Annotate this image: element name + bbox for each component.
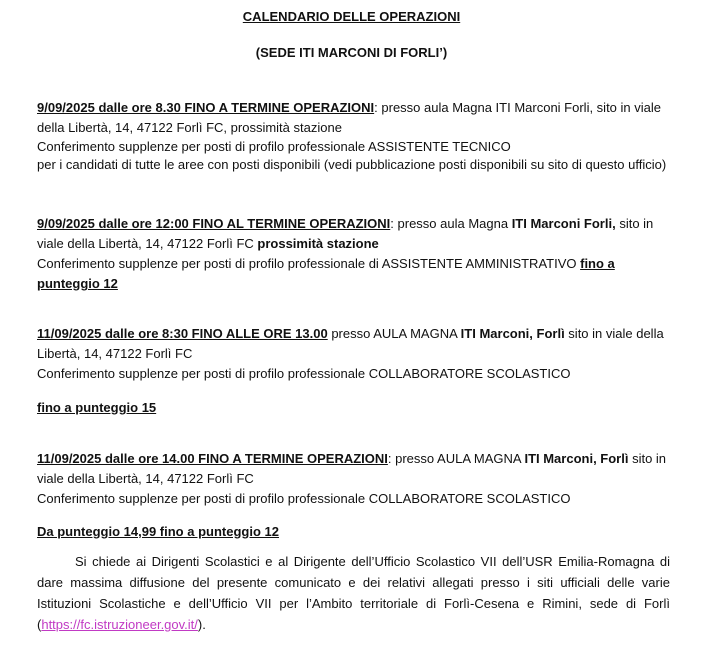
session-1-desc: Conferimento supplenze per posti di profilo professionale ASSISTENTE TECNICO xyxy=(37,139,511,154)
session-2-location-bold2: prossimità stazione xyxy=(257,236,379,251)
session-4-heading: 11/09/2025 dalle ore 14.00 FINO A TERMINE OPERAZIONI xyxy=(37,451,388,466)
session-4-desc: Conferimento supplenze per posti di profilo professionale COLLABORATORE SCOLASTICO xyxy=(37,491,571,506)
session-3-desc: Conferimento supplenze per posti di profilo professionale COLLABORATORE SCOLASTICO xyxy=(37,366,571,381)
session-3-first-para xyxy=(37,324,673,364)
session-1-heading: 9/09/2025 dalle ore 8.30 FINO A TERMINE OPERAZIONI xyxy=(37,100,375,115)
session-3-location-bold: ITI Marconi, Forlì xyxy=(460,326,565,341)
page-title: CALENDARIO DELLE OPERAZIONI xyxy=(242,9,461,24)
session-4-note: Da punteggio 14,99 fino a punteggio 12 xyxy=(37,524,279,539)
session-2-first-para xyxy=(37,214,673,254)
session-2-desc: Conferimento supplenze per posti di profilo professionale di ASSISTENTE AMMINISTRATIVO xyxy=(37,256,581,271)
closing-end: ). xyxy=(197,617,206,632)
session-2-location-post: sito in viale della Libertà, 14, 47122 Forlì FC xyxy=(37,216,654,251)
session-4-first-para xyxy=(37,449,673,489)
session-block-4 xyxy=(37,449,673,509)
session-2-location-pre: : presso aula Magna xyxy=(390,216,512,231)
session-block-3 xyxy=(37,324,673,384)
session-1-desc2: per i candidati di tutte le aree con posti disponibili (vedi pubblicazione posti disponibili su sito di questo ufficio) xyxy=(37,157,667,172)
page-subtitle: (SEDE ITI MARCONI DI FORLI’) xyxy=(255,45,448,60)
session-3-heading: 11/09/2025 dalle ore 8:30 FINO ALLE ORE 13.00 xyxy=(37,326,328,341)
session-1-location: : presso aula Magna ITI Marconi Forli, sito in viale della Libertà, 14, 47122 Forlì FC, prossimità stazione xyxy=(37,100,661,135)
session-4-location-post: sito in viale della Libertà, 14, 47122 Forlì FC xyxy=(37,451,667,486)
session-4-location-bold: ITI Marconi, Forlì xyxy=(524,451,629,466)
closing-text: Si chiede ai Dirigenti Scolastici e al Dirigente dell’Ufficio Scolastico VII dell’USR Emilia-Romagna di dare massima diffusione del presente comunicato e dei relativi allegati presso i siti ufficiali delle varie Istituzioni Scolastiche e dell’Ufficio VII per l’Ambito territoriale di Forlì-Cesena e Rimini, sede di Forlì ( xyxy=(37,554,670,632)
session-2-location-bold: ITI Marconi Forli, xyxy=(511,216,616,231)
session-4-location-pre: : presso AULA MAGNA xyxy=(387,451,525,466)
session-block-2 xyxy=(37,214,673,294)
session-1-description xyxy=(37,138,673,174)
office-website-link[interactable]: https://fc.istruzioneer.gov.it/ xyxy=(41,617,198,632)
session-3-note-block xyxy=(37,398,673,418)
session-3-location-post: sito in viale della Libertà, 14, 47122 Forlì FC xyxy=(37,326,664,361)
session-4-note-block xyxy=(37,522,673,542)
session-2-desc-tail: fino a punteggio 12 xyxy=(37,256,615,291)
session-block-1 xyxy=(37,98,673,174)
closing-paragraph xyxy=(37,551,670,635)
session-2-description xyxy=(37,254,673,294)
session-3-note: fino a punteggio 15 xyxy=(37,400,157,415)
session-2-heading: 9/09/2025 dalle ore 12:00 FINO AL TERMINE OPERAZIONI xyxy=(37,216,391,231)
session-3-location-pre: presso AULA MAGNA xyxy=(327,326,461,341)
session-1-first-para xyxy=(37,98,673,138)
